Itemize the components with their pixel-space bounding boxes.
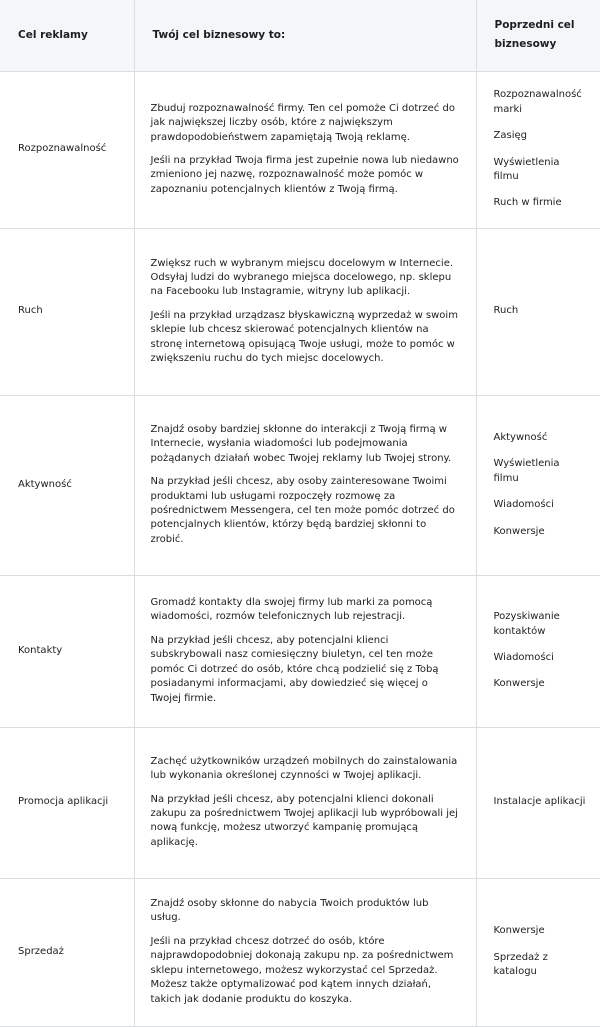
description-paragraph: Gromadź kontakty dla swojej firmy lub marki za pomocą wiadomości, rozmów telefonicznych lub rejestracji. [150,597,433,623]
previous-goal-item: Sprzedaż z katalogu [493,951,548,978]
previous-goal-item: Rozpoznawalność marki [493,89,582,115]
previous-goal-item: Wyświetlenia filmu [493,458,560,484]
previous-goal-item: Wiadomości [493,652,554,663]
previous-goals [476,878,600,1026]
example-paragraph: Jeśli na przykład urządzasz błyskawiczną wyprzedaż w swoim sklepie lub chcesz skierować potencjalnych klientów na stronę internetową opisującą Twoje usługi, może to pomóc w zwiększeniu ruchu do tych miejsc docelowych. [150,309,458,365]
example-paragraph: Jeśli na przykład chcesz dotrzeć do osób, które najprawdopodobniej dokonają zakupu np. za pośrednictwem sklepu internetowego, możesz wykorzystać cel Sprzedaż. Możesz także optymalizować pod kątem innych działań, takich jak dodanie produktu do koszyka. [150,935,454,1005]
previous-goals [476,71,600,228]
example-paragraph: Na przykład jeśli chcesz, aby potencjalni klienci dokonali zakupu za pośrednictwem Twojej aplikacji lub wypróbowali jej nową funkcję, możesz utworzyć kampanię promującą aplikację. [150,793,458,848]
objective-name: Kontakty [0,575,134,727]
description-paragraph: Zachęć użytkowników urządzeń mobilnych do zainstalowania lub wykonania określonej czynności w Twojej aplikacji. [150,755,458,782]
objective-name: Aktywność [0,395,134,575]
objective-name: Rozpoznawalność [0,71,134,228]
header-business-goal: Twój cel biznesowy to: [134,0,476,71]
description-paragraph: Zwiększ ruch w wybranym miejscu docelowym w Internecie. Odsyłaj ludzi do wybranego miejsca docelowego, np. sklepu na Facebooku lub Instagramie, witryny lub aplikacji. [150,257,454,298]
objective-description [134,575,476,727]
previous-goals [476,395,600,575]
objective-name: Sprzedaż [0,878,134,1026]
example-paragraph: Na przykład jeśli chcesz, aby potencjalni klienci subskrybowali nasz comiesięczny biuletyn, cel ten może pomóc Ci dotrzeć do osób, które chcą podzielić się z Tobą posiadanymi informacjami, aby dowiedzieć się więcej o Twojej firmie. [150,634,439,704]
table-row [0,228,600,395]
previous-goal-item: Pozyskiwanie kontaktów [493,611,560,637]
previous-goal-item: Instalacje aplikacji [493,796,586,808]
previous-goals [476,575,600,727]
objective-name: Promocja aplikacji [0,727,134,878]
previous-goal-item: Wyświetlenia filmu [493,156,560,182]
example-paragraph: Na przykład jeśli chcesz, aby osoby zainteresowane Twoimi produktami lub usługami rozpoczęły rozmowę za pośrednictwem Messengera, cel ten może pomóc dotrzeć do potencjalnych klientów, którzy będą bardziej skłonni to zrobić. [150,476,455,545]
description-paragraph: Znajdź osoby bardziej skłonne do interakcji z Twoją firmą w Internecie, wysłania wiadomości lub podejmowania pożądanych działań wobec Twojej reklamy lub Twojej strony. [150,423,452,464]
header-previous-goal: Poprzedni cel biznesowy [476,0,600,71]
previous-goal-item: Konwersje [493,678,545,690]
objective-description [134,878,476,1026]
previous-goal-item: Konwersje [493,525,545,537]
table-row [0,727,600,878]
objective-description [134,228,476,395]
previous-goals [476,228,600,395]
description-paragraph: Znajdź osoby skłonne do nabycia Twoich produktów lub usług. [150,898,429,924]
objective-description [134,71,476,228]
previous-goal-item: Ruch w firmie [493,197,562,209]
table-row [0,878,600,1026]
table-row [0,395,600,575]
objective-description [134,727,476,878]
header-ad-objective: Cel reklamy [0,0,134,71]
example-paragraph: Jeśli na przykład Twoja firma jest zupełnie nowa lub niedawno zmieniono jej nazwę, rozpoznawalność może pomóc w zapoznaniu potencjalnych klientów z Twoją firmą. [150,155,459,195]
objective-description [134,395,476,575]
table-row [0,575,600,727]
table-header-row [0,0,600,71]
objective-name: Ruch [0,228,134,395]
table-row [0,71,600,228]
previous-goal-item: Zasięg [493,130,527,142]
previous-goal-item: Konwersje [493,925,545,937]
description-paragraph: Zbuduj rozpoznawalność firmy. Ten cel pomoże Ci dotrzeć do jak największej liczby osób, które z największym prawdopodobieństwem zapamiętają Twoją reklamę. [150,102,455,143]
previous-goal-item: Ruch [493,305,519,317]
previous-goal-item: Aktywność [493,431,548,443]
previous-goal-item: Wiadomości [493,499,554,511]
previous-goals [476,727,600,878]
